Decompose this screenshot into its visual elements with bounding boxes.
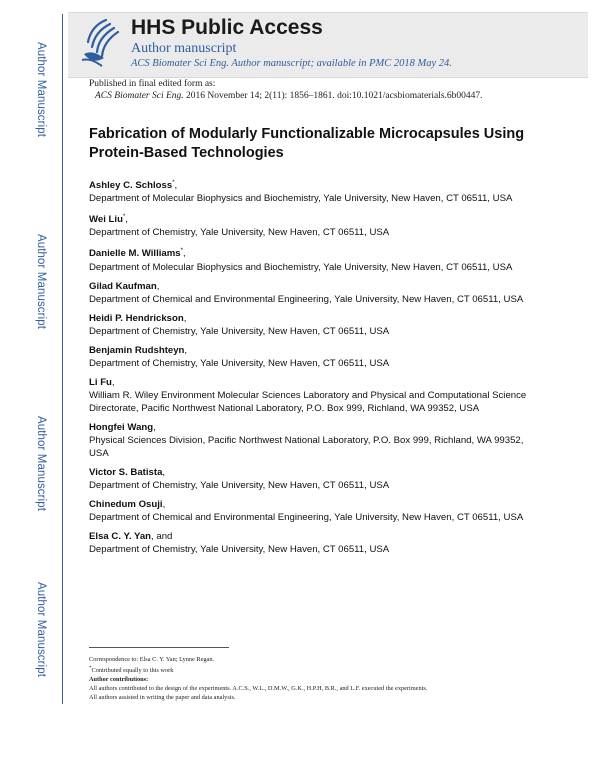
author-separator: , [111, 376, 115, 388]
author-affiliation: William R. Wiley Environment Molecular Sciences Laboratory and Physical and Computational Science Directorate, Pacific Northwest National Laboratory, P.O. Box 999, Richland, WA 99352, USA [89, 389, 527, 414]
journal-abbrev: ACS Biomater Sci Eng. Author manuscript; available in PMC 2018 May 24. [131, 58, 452, 69]
manuscript-citation [131, 58, 452, 69]
equal-contribution-mark: * [180, 248, 183, 255]
side-label-author-manuscript: Author Manuscript [35, 234, 47, 330]
author-separator: , [183, 312, 187, 324]
author-name: Gilad Kaufman [89, 280, 157, 292]
author-name-line [89, 466, 529, 479]
author-name-line [89, 280, 529, 293]
author-name-line [89, 344, 529, 357]
author-manuscript-subtitle: Author manuscript [131, 41, 237, 56]
author-name: Ashley C. Schloss [89, 180, 173, 192]
author-entry [89, 530, 529, 556]
author-affiliation: Department of Chemistry, Yale University, New Haven, CT 06511, USA [89, 479, 390, 491]
author-entry [89, 312, 529, 338]
author-name-line [89, 245, 529, 260]
author-affiliation: Department of Molecular Biophysics and Biochemistry, Yale University, New Haven, CT 06511, USA [89, 193, 513, 205]
author-name: Elsa C. Y. Yan [89, 530, 152, 542]
equal-contribution-note [89, 664, 529, 675]
author-entry [89, 280, 529, 306]
hhs-eagle-logo-icon [76, 14, 126, 68]
author-separator: , [156, 280, 160, 292]
contributions-text-2: All authors assisted in writing the paper and data analysis. [89, 694, 236, 702]
author-name-line [89, 376, 529, 389]
footnotes [89, 655, 529, 702]
author-name-line [89, 421, 529, 434]
author-entry [89, 245, 529, 273]
equal-contribution-mark: * [122, 214, 126, 221]
author-affiliation: Department of Chemical and Environmental Engineering, Yale University, New Haven, CT 06511, USA [89, 293, 524, 305]
side-label-author-manuscript: Author Manuscript [35, 416, 47, 512]
pub-info-citation: ACS Biomater Sci Eng. 2016 November 14; 2(11): 1856–1861. doi:10.1021/acsbiomaterials.6b00447. [95, 91, 483, 101]
author-entry [89, 376, 529, 415]
author-entry [89, 498, 529, 524]
author-name: Victor S. Batista [89, 466, 163, 478]
author-affiliation: Department of Chemistry, Yale University, New Haven, CT 06511, USA [89, 227, 390, 239]
author-separator: , [162, 498, 166, 510]
author-entry [89, 466, 529, 492]
footnote-divider [89, 647, 229, 648]
author-entry [89, 344, 529, 370]
author-list [89, 177, 529, 562]
author-affiliation: Department of Chemistry, Yale University, New Haven, CT 06511, USA [89, 543, 390, 555]
author-entry [89, 211, 529, 239]
side-label-author-manuscript: Author Manuscript [35, 42, 47, 138]
equal-contribution-mark: * [172, 180, 175, 186]
author-entry [89, 177, 529, 205]
contributions-text: All authors contributed to the design of the experiments. A.C.S., W.L., D.M.W., G.K., H.P.H, B.R., and L.F. executed the experiments. [89, 685, 428, 693]
author-affiliation: Department of Chemistry, Yale University, New Haven, CT 06511, USA [89, 357, 390, 369]
margin-rule [62, 14, 63, 704]
author-name: Li Fu [89, 376, 112, 388]
author-entry [89, 421, 529, 460]
author-name-line [89, 211, 529, 226]
author-affiliation: Physical Sciences Division, Pacific Northwest National Laboratory, P.O. Box 999, Richland, WA 99352, USA [89, 434, 524, 459]
author-separator: , [174, 180, 178, 192]
author-affiliation: Department of Molecular Biophysics and Biochemistry, Yale University, New Haven, CT 06511, USA [89, 261, 513, 273]
contrib-text: Contributed equally to this work [91, 667, 174, 675]
author-separator: , [184, 344, 188, 356]
author-name-line [89, 498, 529, 511]
author-separator: , and [151, 530, 173, 542]
contributions-heading: Author contributions: [89, 676, 149, 684]
author-separator: , [153, 421, 156, 433]
article-title: Fabrication of Modularly Functionalizable Microcapsules Using Protein-Based Technologies [89, 126, 525, 161]
side-label-author-manuscript: Author Manuscript [35, 582, 47, 678]
author-name: Chinedum Osuji [89, 498, 163, 510]
author-name-line [89, 530, 529, 543]
author-name: Wei Liu [89, 214, 123, 226]
author-affiliation: Department of Chemical and Environmental Engineering, Yale University, New Haven, CT 06511, USA [89, 511, 524, 523]
author-name-line [89, 177, 529, 192]
author-name: Danielle M. Williams [89, 248, 181, 260]
contrib-mark: * [89, 666, 92, 671]
pub-info-line: Published in final edited form as: [89, 79, 216, 89]
author-separator: , [182, 248, 186, 260]
correspondence-note: Correspondence to: Elsa C. Y. Yan; Lynne Regan. [89, 656, 215, 663]
author-affiliation: Department of Chemistry, Yale University, New Haven, CT 06511, USA [89, 325, 390, 337]
author-name: Heidi P. Hendrickson [89, 312, 184, 324]
author-name: Benjamin Rudshteyn [89, 344, 185, 356]
author-name: Hongfei Wang [89, 421, 154, 433]
hhs-public-access-title: HHS Public Access [131, 16, 323, 39]
author-separator: , [162, 466, 166, 478]
publication-info [89, 78, 579, 102]
author-name-line [89, 312, 529, 325]
author-separator: , [125, 214, 128, 226]
